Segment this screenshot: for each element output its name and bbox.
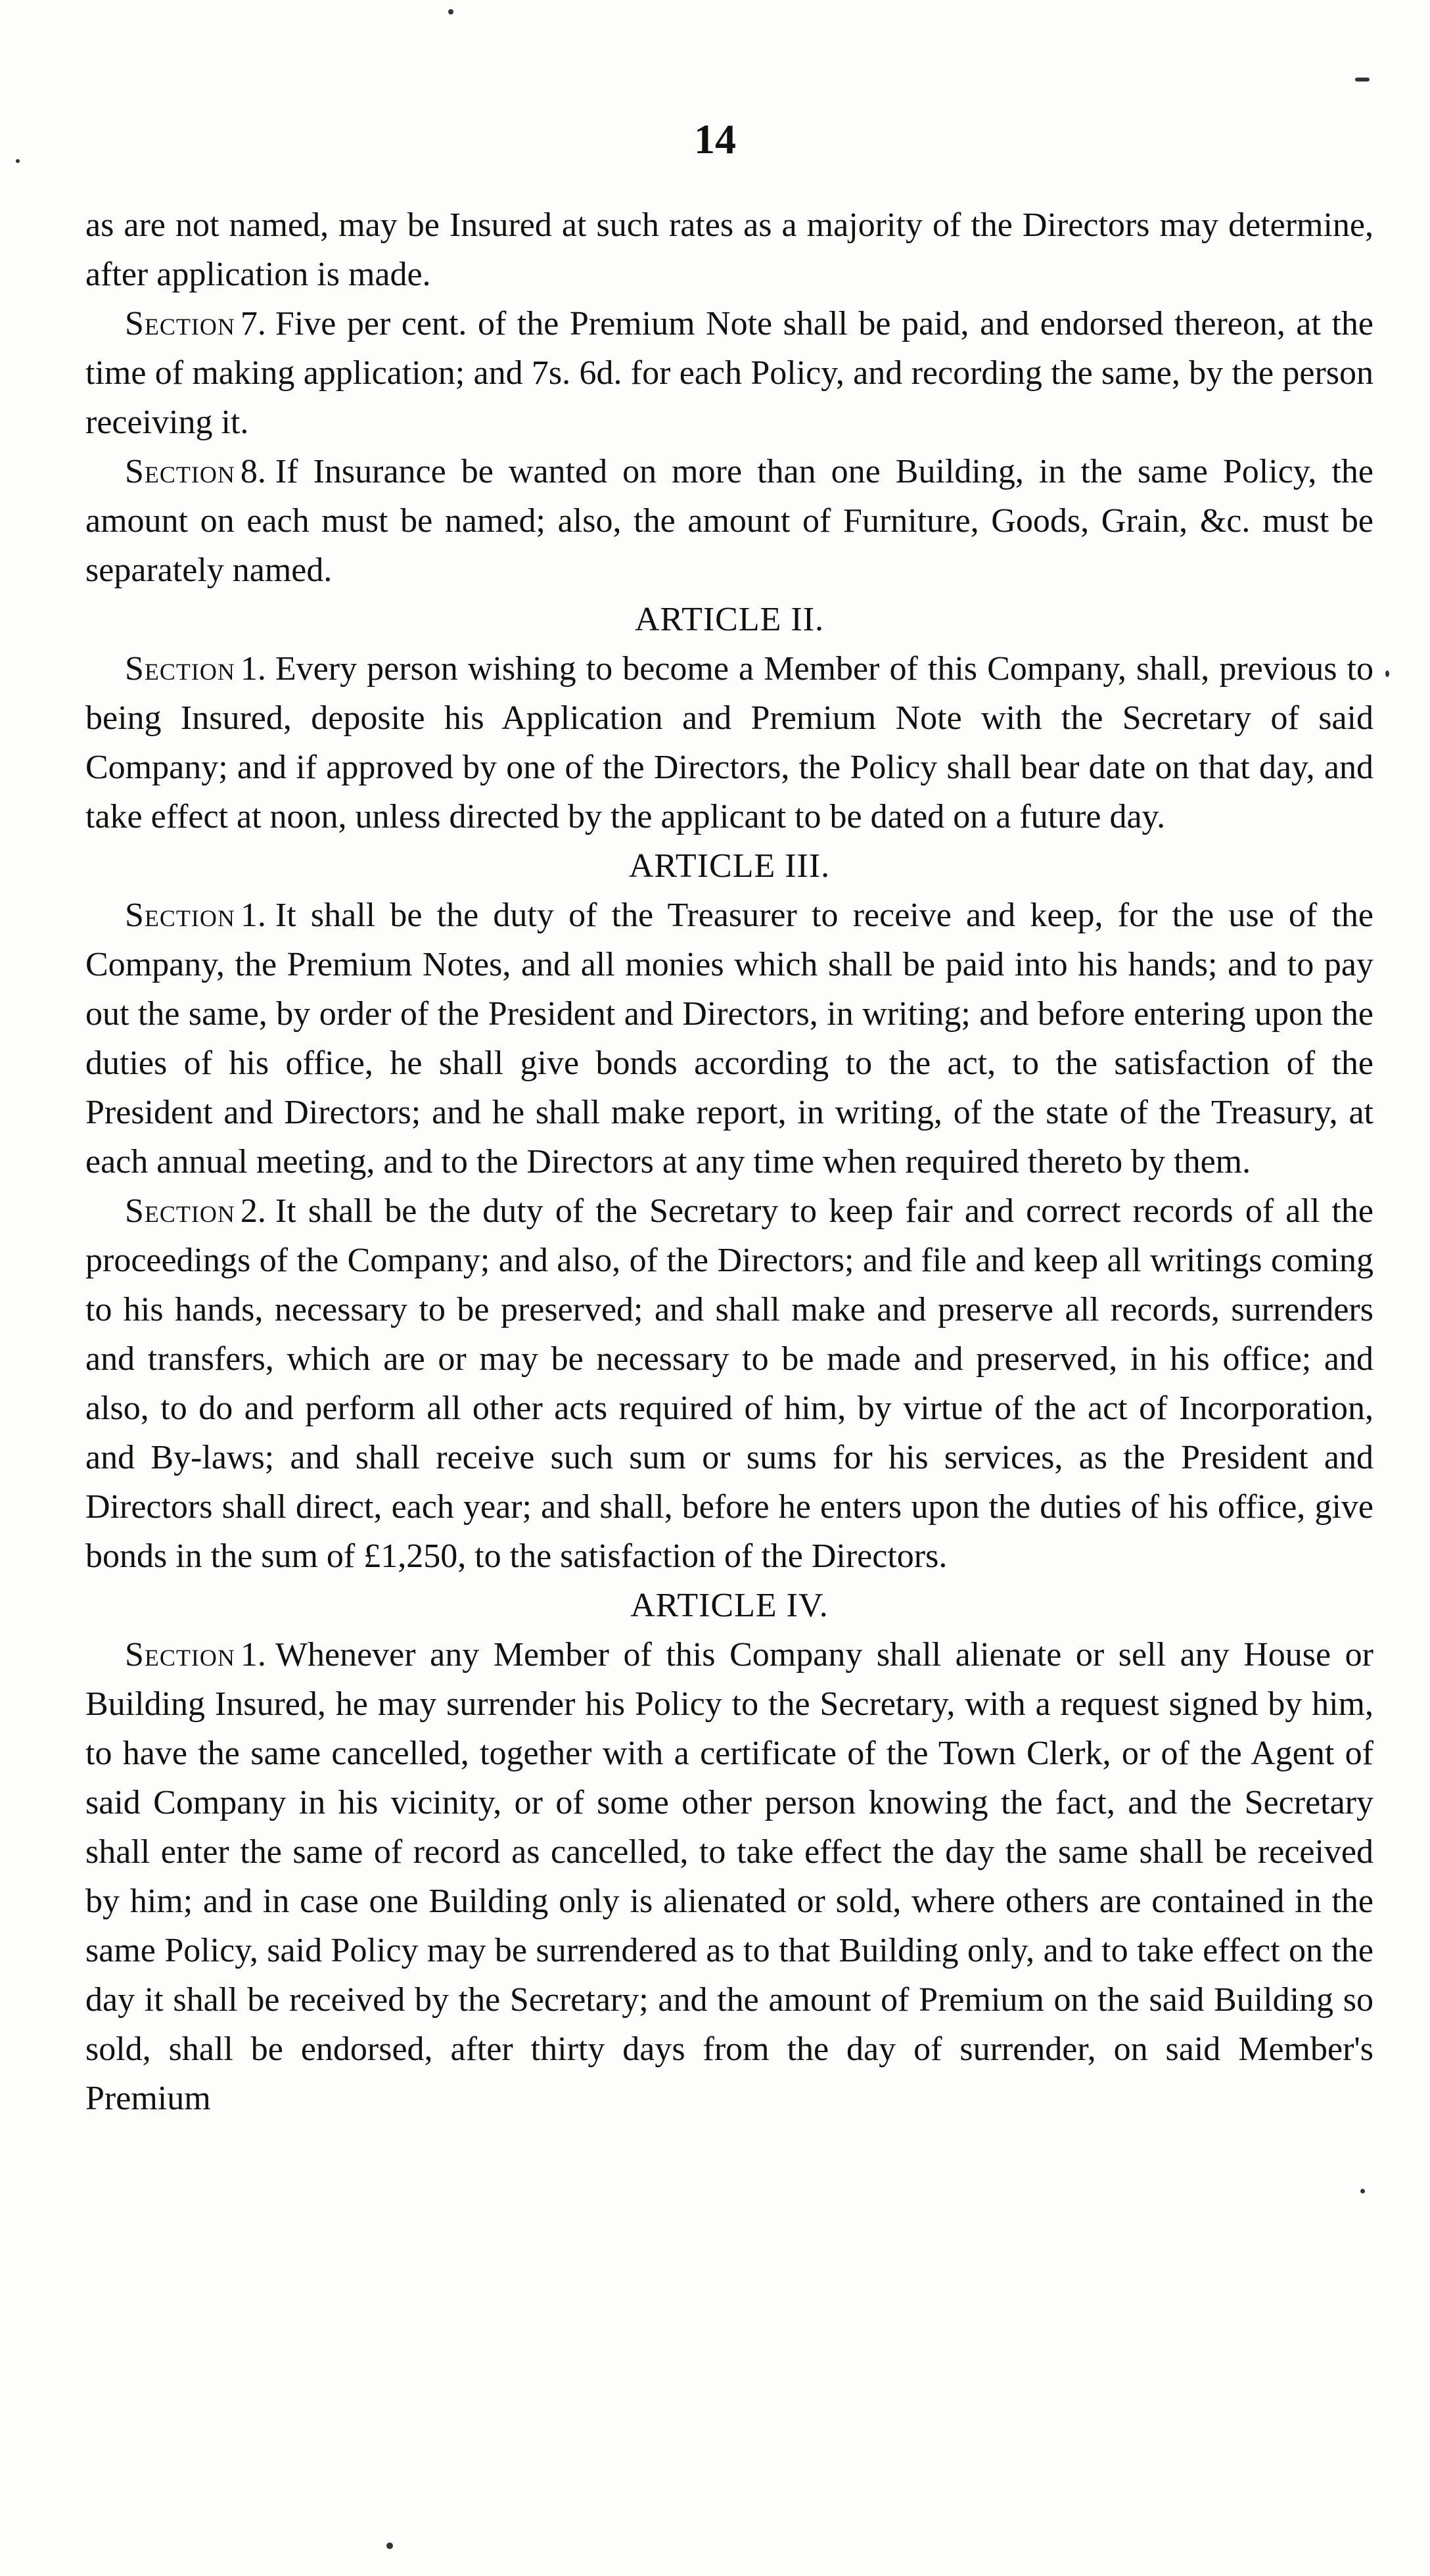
article-3-section-2-paragraph — [85, 1186, 1373, 1581]
document-body — [85, 200, 1373, 2123]
section-number: 2. — [240, 1192, 266, 1230]
scan-speck — [16, 159, 20, 163]
section-label: Section — [125, 1192, 235, 1230]
section-label: Section — [125, 897, 235, 934]
scan-speck — [1360, 2189, 1365, 2193]
section-text: Whenever any Member of this Company shall alienate or sell any House or Building Insured, he may surrender his Policy to the Secretary, with a request signed by him, to have the same cancelled, together with a certificate of the Town Clerk, or of the Agent of said Company in his vicinity, or of some other person knowing the fact, and the Secretary shall enter the same of record as cancelled, to take effect the day the same shall be received by him; and in case one Building only is alienated or sold, where others are contained in the same Policy, said Policy may be surrendered as to that Building only, and to take effect on the day it shall be received by the Secretary; and the amount of Premium on the said Building so sold, shall be endorsed, after thirty days from the day of surrender, on said Member's Premium — [85, 1636, 1373, 2117]
section-label: Section — [125, 650, 235, 688]
article-2-section-1-paragraph — [85, 644, 1373, 841]
section-8-paragraph — [85, 447, 1373, 595]
section-label: Section — [125, 453, 235, 490]
scan-speck — [1385, 670, 1389, 677]
article-4-section-1-paragraph — [85, 1630, 1373, 2123]
scan-speck — [1355, 78, 1370, 82]
section-7-paragraph — [85, 299, 1373, 447]
section-text: It shall be the duty of the Secretary to keep fair and correct records of all the proceedings of the Company; and also, of the Directors; and file and keep all writings coming to his hands, necessary to be preserved; and shall make and preserve all records, surrenders and transfers, which are or may be necessary to be made and preserved, in his office; and also, to do and perform all other acts required of him, by virtue of the act of Incorporation, and By-laws; and shall receive such sum or sums for his services, as the President and Directors shall direct, each year; and shall, before he enters upon the duties of his office, give bonds in the sum of £1,250, to the satisfaction of the Directors. — [85, 1192, 1373, 1575]
opening-paragraph: as are not named, may be Insured at such rates as a majority of the Directors may determine, after application is made. — [85, 206, 1373, 293]
section-text: It shall be the duty of the Treasurer to receive and keep, for the use of the Company, the Premium Notes, and all monies which shall be paid into his hands; and to pay out the same, by order of the President and Directors, in writing; and before entering upon the duties of his office, he shall give bonds according to the act, to the satisfaction of the President and Directors; and he shall make report, in writing, of the state of the Treasury, at each annual meeting, and to the Directors at any time when required thereto by them. — [85, 897, 1373, 1181]
scan-speck — [448, 9, 453, 14]
article-4-heading: ARTICLE IV. — [630, 1587, 829, 1624]
section-number: 7. — [240, 305, 266, 342]
page-number: 14 — [694, 116, 736, 162]
scan-speck — [386, 2542, 393, 2549]
section-number: 1. — [240, 897, 266, 934]
article-2-heading: ARTICLE II. — [634, 601, 825, 638]
article-3-heading: ARTICLE III. — [628, 847, 831, 885]
section-text: Every person wishing to become a Member of this Company, shall, previous to being Insured, deposite his Application and Premium Note with the Secretary of said Company; and if approved by one of the Directors, the Policy shall bear date on that day, and take effect at noon, unless directed by the applicant to be dated on a future day. — [85, 650, 1373, 835]
section-label: Section — [125, 1636, 235, 1674]
section-number: 8. — [240, 453, 266, 490]
section-text: Five per cent. of the Premium Note shall be paid, and endorsed thereon, at the time of making application; and 7s. 6d. for each Policy, and recording the same, by the person receiving it. — [85, 305, 1373, 441]
article-3-section-1-paragraph — [85, 891, 1373, 1186]
section-number: 1. — [240, 650, 266, 688]
section-text: If Insurance be wanted on more than one Building, in the same Policy, the amount on each must be named; also, the amount of Furniture, Goods, Grain, &c. must be separately named. — [85, 453, 1373, 589]
section-label: Section — [125, 305, 235, 342]
section-number: 1. — [240, 1636, 266, 1674]
